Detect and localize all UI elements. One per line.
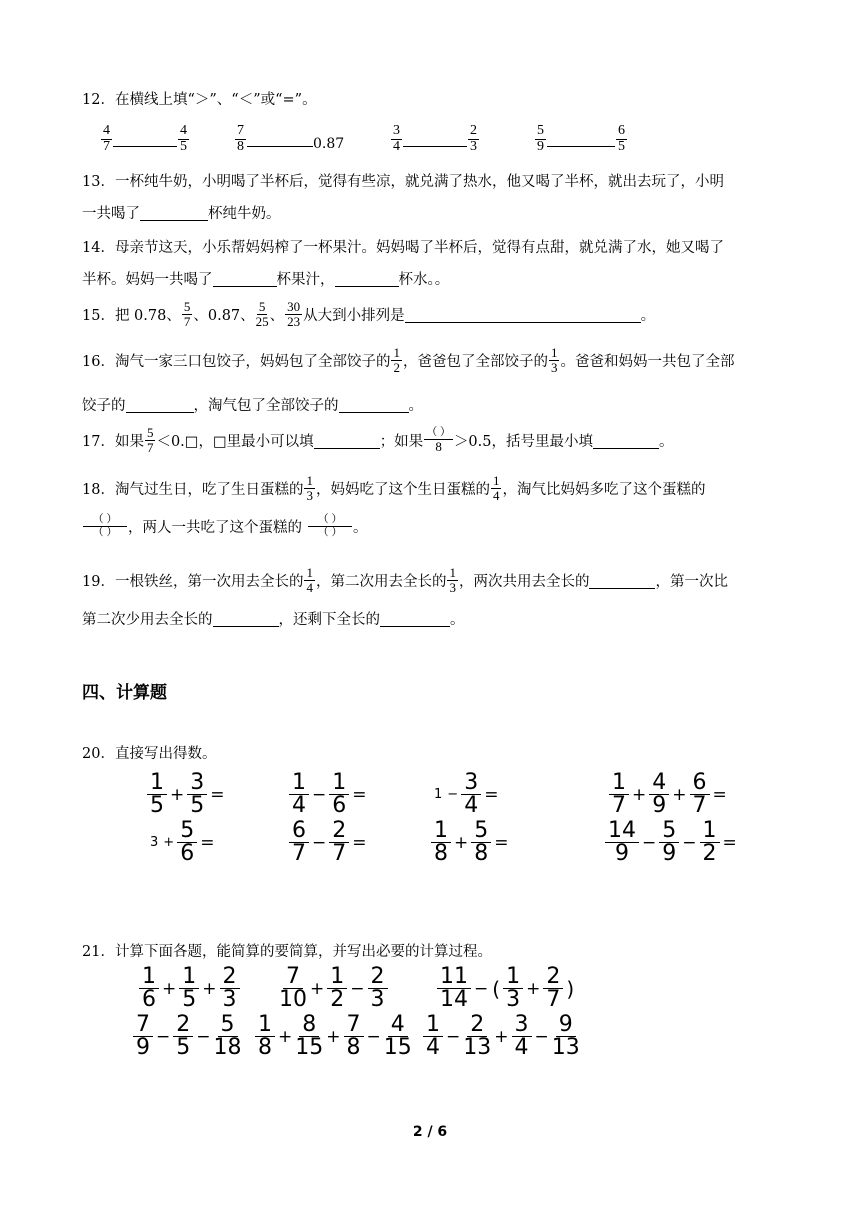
q20-expr-3: 1 − $\frac{3}{4}$ = — [434, 770, 499, 818]
q21-expr-1: 1 6 + $\frac{1}{5}$ + $\frac{2}{3}$ — [138, 966, 241, 1011]
q13-line-2: 一共喝了 杯纯牛奶。 — [82, 206, 281, 222]
q12-item-1: 4 7 4 5 — [103, 123, 187, 154]
section-heading: 四、计算题 — [82, 683, 167, 703]
q13-line-1: 13．一杯纯牛奶，小明喝了半杯后，觉得有些凉，就兑满了热水，他又喝了半杯，就出去玩了，小明 — [82, 174, 724, 190]
q12-item-2: 7 8 0.87 — [237, 123, 345, 154]
answer-blank[interactable] — [247, 146, 313, 147]
answer-blank[interactable] — [126, 396, 194, 413]
q20-expr-1: 1 5 + $\frac{3}{5}$ = — [146, 772, 227, 817]
q15: 15．把 0.78、 5 7 、0.87、 5 25 、 30 23 从大到小排列是 。 — [82, 299, 656, 329]
answer-fraction-blank[interactable]: （ ） （ ） — [83, 514, 127, 538]
q16-line-1: 16．淘气一家三口包饺子，妈妈包了全部饺子的 1 2 ，爸爸包了全部饺子的 1 3 。爸爸和妈妈一共包了全部 — [82, 345, 735, 375]
answer-blank[interactable] — [593, 432, 659, 449]
q20-expr-5: 3 + $\frac{5}{6}$ = — [150, 818, 215, 866]
answer-blank[interactable] — [213, 610, 279, 627]
answer-blank[interactable] — [339, 396, 409, 413]
q21-title: 21．计算下面各题，能简算的要简算，并写出必要的计算过程。 — [82, 944, 492, 960]
answer-blank[interactable] — [380, 610, 450, 627]
answer-blank[interactable] — [140, 204, 208, 221]
q12-item-3: 3 4 2 3 — [393, 123, 477, 154]
q20-expr-4: 1 7 + $\frac{4}{9}$ + $\frac{6}{7}$ = — [608, 772, 729, 817]
q18-line-1: 18．淘气过生日，吃了生日蛋糕的 1 3 ，妈妈吃了这个生日蛋糕的 1 4 ，淘气比妈妈多吃了这个蛋糕的 — [82, 473, 706, 503]
q21-expr-2: 7 10 + $\frac{1}{2}$ − $\frac{2}{3}$ — [278, 966, 389, 1011]
q20-expr-7: 1 8 + $\frac{5}{8}$ = — [430, 820, 511, 865]
answer-blank[interactable] — [405, 306, 641, 323]
answer-blank[interactable] — [213, 270, 277, 287]
q16-line-2: 饺子的 ，淘气包了全部饺子的 。 — [82, 398, 423, 414]
q14-line-1: 14．母亲节这天，小乐帮妈妈榨了一杯果汁。妈妈喝了半杯后，觉得有点甜，就兑满了水，她又喝了 — [82, 240, 724, 256]
q21-expr-6: 1 4 − $\frac{2}{13}$ + $\frac{3}{4}$ − $\frac{9}{13}$ — [422, 1014, 581, 1059]
q18-line-2: （ ） （ ） ，两人一共吃了这个蛋糕的 （ ） （ ） 。 — [82, 514, 368, 538]
q14-line-2: 半杯。妈妈一共喝了 杯果汁， 杯水。。 — [82, 272, 450, 288]
q20-title: 20．直接写出得数。 — [82, 746, 217, 762]
q20-expr-2: 1 4 − $\frac{1}{6}$ = — [288, 772, 369, 817]
q21-expr-4: 7 9 − $\frac{2}{5}$ − $\frac{5}{18}$ — [132, 1014, 243, 1059]
q21-expr-5: 1 8 + $\frac{8}{15}$ + $\frac{7}{8}$ − $\frac{4}{15}$ — [254, 1014, 413, 1059]
answer-blank[interactable] — [314, 432, 380, 449]
q20-expr-6: 6 7 − $\frac{2}{7}$ = — [288, 820, 369, 865]
answer-fraction-blank[interactable]: （ ） （ ） — [308, 514, 352, 538]
q19-line-2: 第二次少用去全长的 ，还剩下全长的 。 — [82, 612, 465, 628]
q12-title: 12．在横线上填“＞”、“＜”或“=”。 — [82, 92, 317, 108]
page-number: 2 / 6 — [412, 1124, 448, 1140]
answer-blank[interactable] — [113, 146, 177, 147]
q12-item-4: 5 9 6 5 — [537, 123, 625, 154]
q17: 17．如果 5 7 ＜0.□，□里最小可以填 ；如果 （ ） 8 ＞0.5，括号里最小填 。 — [82, 425, 674, 455]
answer-blank[interactable] — [589, 572, 655, 589]
answer-blank[interactable] — [335, 270, 399, 287]
q20-expr-8: 14 9 − $\frac{5}{9}$ − $\frac{1}{2}$ = — [604, 820, 739, 865]
q19-line-1: 19．一根铁丝，第一次用去全长的 1 4 ，第二次用去全长的 1 3 ，两次共用去全长的 ，第一次比 — [82, 565, 728, 595]
answer-blank[interactable] — [403, 146, 467, 147]
answer-blank[interactable] — [547, 146, 615, 147]
q21-expr-3: 11 14 − ( 1 3 + $\frac{2}{7}$ ) — [436, 966, 576, 1011]
